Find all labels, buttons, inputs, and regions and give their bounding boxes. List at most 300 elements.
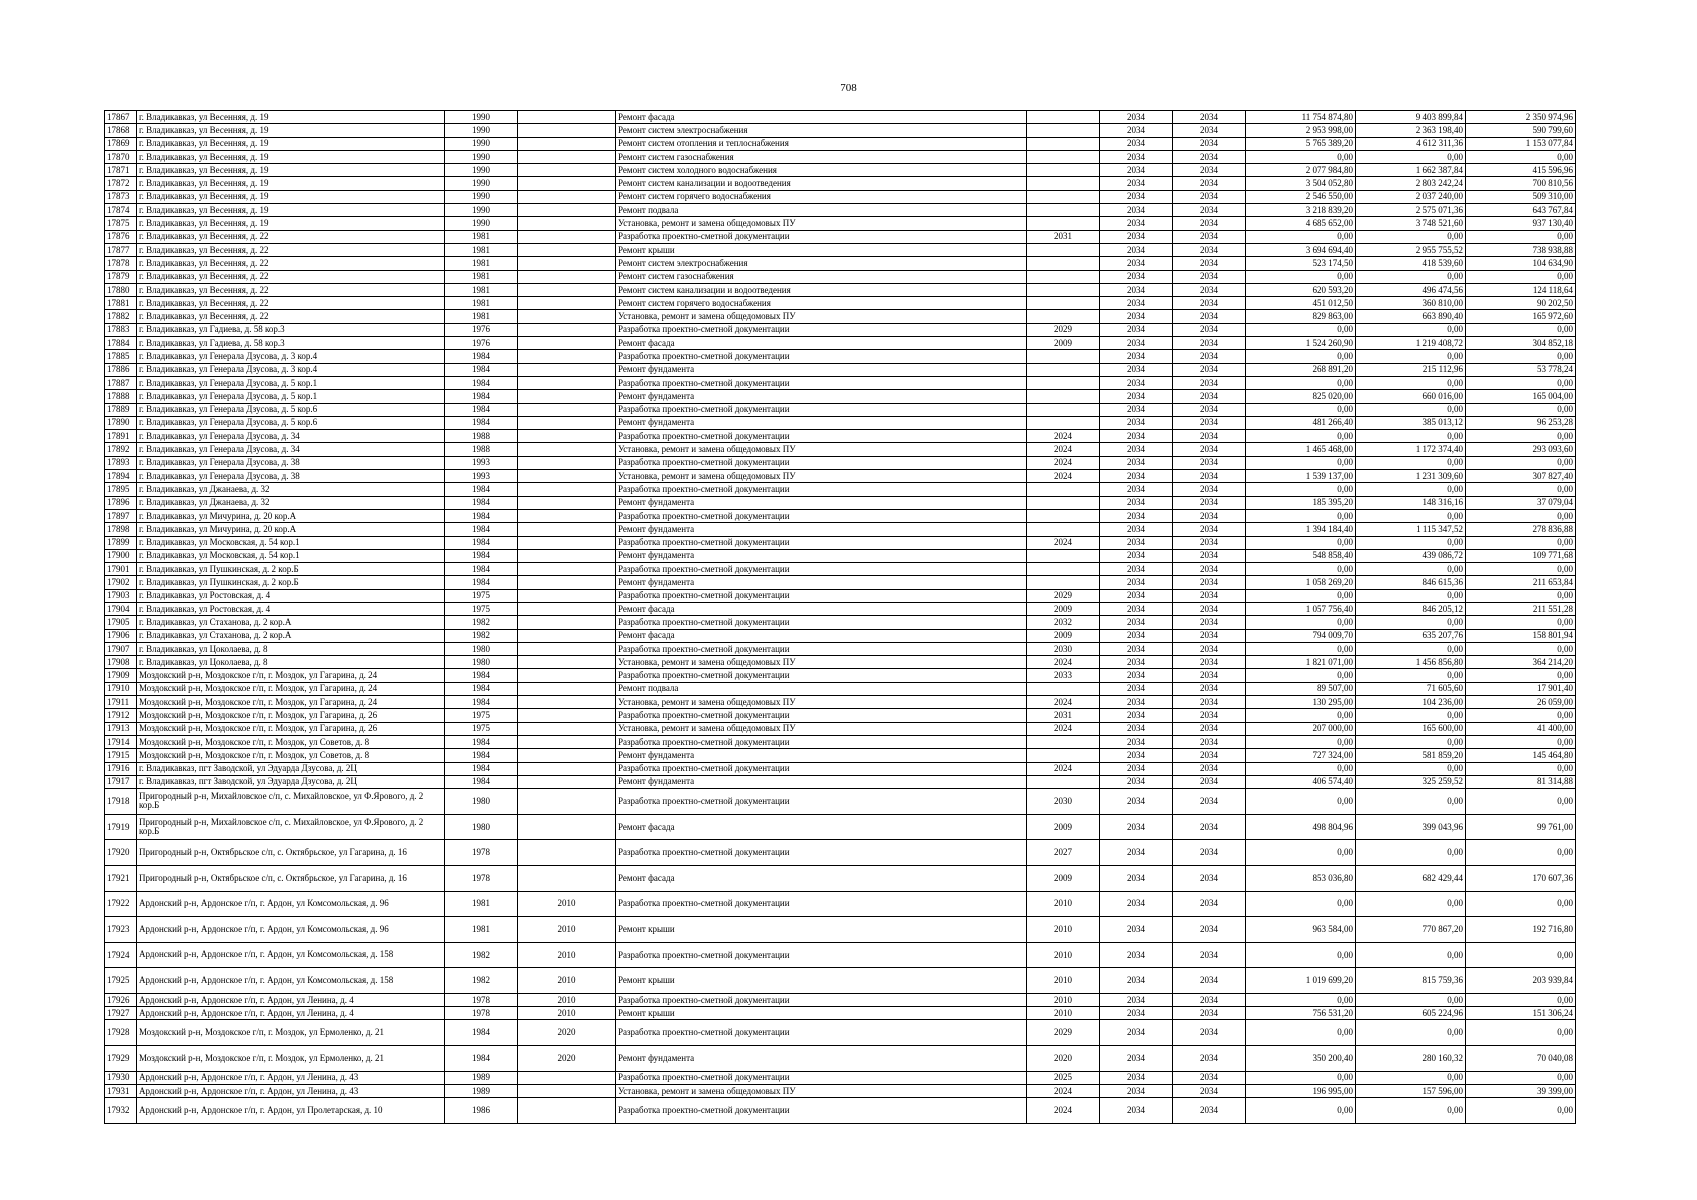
cell-cost-part-a: 0,00: [1356, 735, 1466, 748]
cell-period-start: 2034: [1100, 124, 1173, 137]
cell-work-type: Ремонт фундамента: [616, 390, 1027, 403]
cell-work-type: Установка, ремонт и замена общедомовых ПУ: [616, 310, 1027, 323]
cell-work-type: Ремонт систем электроснабжения: [616, 257, 1027, 270]
cell-address: г. Владикавказ, ул Весенняя, д. 22: [137, 257, 445, 270]
cell-address: г. Владикавказ, ул Весенняя, д. 19: [137, 177, 445, 190]
cell-build-year: 1984: [445, 1020, 518, 1046]
cell-cost-part-a: 0,00: [1356, 403, 1466, 416]
cell-work-type: Разработка проектно-сметной документации: [616, 536, 1027, 549]
table-row: [105, 403, 1576, 416]
table-row: [105, 496, 1576, 509]
cell-plan-year: [1027, 270, 1100, 283]
cell-total-cost: 451 012,50: [1246, 297, 1356, 310]
cell-work-type: Ремонт систем электроснабжения: [616, 124, 1027, 137]
cell-build-year: 1982: [445, 942, 518, 968]
cell-period-start: 2034: [1100, 456, 1173, 469]
cell-cost-part-b: 53 778,24: [1466, 363, 1576, 376]
table-row: [105, 111, 1576, 124]
cell-period-end: 2034: [1173, 840, 1246, 866]
cell-work-type: Установка, ремонт и замена общедомовых ПУ: [616, 1084, 1027, 1097]
cell-last-repair-year: [518, 722, 616, 735]
cell-cost-part-b: 278 836,88: [1466, 523, 1576, 536]
cell-work-type: Установка, ремонт и замена общедомовых ПУ: [616, 722, 1027, 735]
cell-last-repair-year: [518, 177, 616, 190]
cell-cost-part-a: 682 429,44: [1356, 865, 1466, 891]
cell-total-cost: 11 754 874,80: [1246, 111, 1356, 124]
cell-last-repair-year: [518, 376, 616, 389]
cell-period-start: 2034: [1100, 696, 1173, 709]
cell-period-end: 2034: [1173, 682, 1246, 695]
cell-cost-part-b: 0,00: [1466, 563, 1576, 576]
table-row: [105, 443, 1576, 456]
cell-number: 17921: [105, 865, 137, 891]
cell-number: 17904: [105, 602, 137, 615]
cell-number: 17872: [105, 177, 137, 190]
cell-period-end: 2034: [1173, 337, 1246, 350]
cell-cost-part-a: 605 224,96: [1356, 1007, 1466, 1020]
cell-total-cost: 548 858,40: [1246, 549, 1356, 562]
cell-period-end: 2034: [1173, 629, 1246, 642]
table-row: [105, 789, 1576, 815]
cell-period-end: 2034: [1173, 403, 1246, 416]
cell-cost-part-b: 99 761,00: [1466, 814, 1576, 840]
cell-build-year: 1990: [445, 111, 518, 124]
cell-plan-year: 2031: [1027, 230, 1100, 243]
cell-work-type: Ремонт фасада: [616, 111, 1027, 124]
cell-period-end: 2034: [1173, 749, 1246, 762]
cell-cost-part-a: 157 596,00: [1356, 1084, 1466, 1097]
cell-last-repair-year: 2020: [518, 1020, 616, 1046]
cell-cost-part-a: 1 662 387,84: [1356, 164, 1466, 177]
cell-build-year: 1988: [445, 430, 518, 443]
cell-number: 17900: [105, 549, 137, 562]
cell-build-year: 1984: [445, 390, 518, 403]
cell-plan-year: [1027, 496, 1100, 509]
cell-address: Ардонский р-н, Ардонское г/п, г. Ардон, ул Ленина, д. 4: [137, 993, 445, 1006]
cell-period-end: 2034: [1173, 1071, 1246, 1084]
cell-period-start: 2034: [1100, 669, 1173, 682]
cell-total-cost: 0,00: [1246, 270, 1356, 283]
cell-number: 17913: [105, 722, 137, 735]
cell-number: 17874: [105, 204, 137, 217]
table-row: [105, 814, 1576, 840]
cell-last-repair-year: [518, 762, 616, 775]
cell-period-start: 2034: [1100, 190, 1173, 203]
cell-last-repair-year: [518, 616, 616, 629]
cell-cost-part-a: 0,00: [1356, 709, 1466, 722]
cell-build-year: 1975: [445, 589, 518, 602]
cell-total-cost: 727 324,00: [1246, 749, 1356, 762]
cell-cost-part-a: 1 172 374,40: [1356, 443, 1466, 456]
cell-cost-part-b: 70 040,08: [1466, 1046, 1576, 1072]
cell-period-end: 2034: [1173, 164, 1246, 177]
cell-plan-year: [1027, 243, 1100, 256]
cell-period-start: 2034: [1100, 576, 1173, 589]
cell-total-cost: 1 465 468,00: [1246, 443, 1356, 456]
cell-total-cost: 406 574,40: [1246, 775, 1356, 788]
table-row: [105, 150, 1576, 163]
cell-address: Пригородный р-н, Михайловское с/п, с. Михайловское, ул Ф.Ярового, д. 2 кор.Б: [137, 789, 445, 815]
cell-plan-year: [1027, 350, 1100, 363]
cell-number: 17876: [105, 230, 137, 243]
cell-total-cost: 620 593,20: [1246, 283, 1356, 296]
cell-work-type: Ремонт крыши: [616, 243, 1027, 256]
cell-cost-part-a: 846 615,36: [1356, 576, 1466, 589]
cell-cost-part-a: 385 013,12: [1356, 416, 1466, 429]
cell-plan-year: [1027, 416, 1100, 429]
cell-last-repair-year: [518, 243, 616, 256]
cell-last-repair-year: [518, 814, 616, 840]
cell-total-cost: 196 995,00: [1246, 1084, 1356, 1097]
cell-period-end: 2034: [1173, 217, 1246, 230]
cell-number: 17869: [105, 137, 137, 150]
cell-period-start: 2034: [1100, 749, 1173, 762]
cell-work-type: Ремонт фундамента: [616, 749, 1027, 762]
cell-plan-year: [1027, 283, 1100, 296]
cell-cost-part-b: 0,00: [1466, 150, 1576, 163]
cell-last-repair-year: [518, 682, 616, 695]
cell-cost-part-b: 0,00: [1466, 350, 1576, 363]
cell-total-cost: 1 524 260,90: [1246, 337, 1356, 350]
cell-cost-part-a: 0,00: [1356, 616, 1466, 629]
cell-number: 17893: [105, 456, 137, 469]
cell-last-repair-year: [518, 150, 616, 163]
cell-last-repair-year: [518, 840, 616, 866]
cell-build-year: 1984: [445, 363, 518, 376]
cell-cost-part-b: 158 801,94: [1466, 629, 1576, 642]
cell-address: г. Владикавказ, ул Ростовская, д. 4: [137, 589, 445, 602]
cell-period-start: 2034: [1100, 1098, 1173, 1124]
cell-total-cost: 0,00: [1246, 789, 1356, 815]
cell-period-start: 2034: [1100, 602, 1173, 615]
table-row: [105, 310, 1576, 323]
cell-cost-part-b: 738 938,88: [1466, 243, 1576, 256]
cell-number: 17931: [105, 1084, 137, 1097]
cell-work-type: Ремонт фундамента: [616, 363, 1027, 376]
cell-cost-part-b: 81 314,88: [1466, 775, 1576, 788]
cell-plan-year: 2009: [1027, 865, 1100, 891]
cell-total-cost: 3 694 694,40: [1246, 243, 1356, 256]
cell-cost-part-b: 90 202,50: [1466, 297, 1576, 310]
cell-address: г. Владикавказ, ул Весенняя, д. 19: [137, 164, 445, 177]
cell-cost-part-b: 96 253,28: [1466, 416, 1576, 429]
cell-work-type: Ремонт подвала: [616, 682, 1027, 695]
cell-number: 17888: [105, 390, 137, 403]
cell-last-repair-year: [518, 1071, 616, 1084]
table-row: [105, 1071, 1576, 1084]
cell-address: г. Владикавказ, ул Генерала Дзусова, д. 5 кор.1: [137, 390, 445, 403]
cell-work-type: Разработка проектно-сметной документации: [616, 789, 1027, 815]
cell-cost-part-a: 0,00: [1356, 762, 1466, 775]
cell-cost-part-b: 192 716,80: [1466, 917, 1576, 943]
cell-number: 17926: [105, 993, 137, 1006]
cell-work-type: Разработка проектно-сметной документации: [616, 1071, 1027, 1084]
cell-period-start: 2034: [1100, 257, 1173, 270]
cell-total-cost: 130 295,00: [1246, 696, 1356, 709]
cell-period-end: 2034: [1173, 1020, 1246, 1046]
cell-work-type: Разработка проектно-сметной документации: [616, 1020, 1027, 1046]
cell-cost-part-a: 0,00: [1356, 669, 1466, 682]
cell-number: 17905: [105, 616, 137, 629]
cell-last-repair-year: [518, 629, 616, 642]
cell-build-year: 1990: [445, 217, 518, 230]
cell-total-cost: 0,00: [1246, 350, 1356, 363]
cell-period-start: 2034: [1100, 616, 1173, 629]
cell-build-year: 1984: [445, 1046, 518, 1072]
cell-plan-year: 2009: [1027, 337, 1100, 350]
cell-address: Моздокский р-н, Моздокское г/п, г. Моздок, ул Советов, д. 8: [137, 749, 445, 762]
cell-address: г. Владикавказ, ул Весенняя, д. 22: [137, 297, 445, 310]
table-row: [105, 350, 1576, 363]
cell-last-repair-year: [518, 363, 616, 376]
cell-last-repair-year: 2010: [518, 1007, 616, 1020]
cell-period-end: 2034: [1173, 390, 1246, 403]
cell-last-repair-year: [518, 310, 616, 323]
cell-build-year: 1993: [445, 456, 518, 469]
cell-work-type: Ремонт фундамента: [616, 416, 1027, 429]
cell-cost-part-a: 4 612 311,36: [1356, 137, 1466, 150]
cell-period-end: 2034: [1173, 323, 1246, 336]
cell-period-end: 2034: [1173, 310, 1246, 323]
cell-address: г. Владикавказ, пгт Заводской, ул Эдуарда Дзусова, д. 2Ц: [137, 775, 445, 788]
cell-work-type: Разработка проектно-сметной документации: [616, 350, 1027, 363]
cell-build-year: 1984: [445, 563, 518, 576]
cell-period-start: 2034: [1100, 217, 1173, 230]
cell-plan-year: [1027, 310, 1100, 323]
cell-total-cost: 0,00: [1246, 616, 1356, 629]
cell-period-end: 2034: [1173, 917, 1246, 943]
cell-number: 17920: [105, 840, 137, 866]
cell-period-end: 2034: [1173, 283, 1246, 296]
cell-work-type: Разработка проектно-сметной документации: [616, 376, 1027, 389]
cell-plan-year: [1027, 549, 1100, 562]
cell-address: г. Владикавказ, ул Пушкинская, д. 2 кор.Б: [137, 576, 445, 589]
cell-total-cost: 1 394 184,40: [1246, 523, 1356, 536]
cell-plan-year: 2010: [1027, 993, 1100, 1006]
cell-period-end: 2034: [1173, 536, 1246, 549]
table-row: [105, 669, 1576, 682]
table-row: [105, 390, 1576, 403]
cell-period-start: 2034: [1100, 230, 1173, 243]
cell-period-start: 2034: [1100, 589, 1173, 602]
cell-last-repair-year: [518, 709, 616, 722]
cell-plan-year: 2029: [1027, 1020, 1100, 1046]
cell-plan-year: [1027, 749, 1100, 762]
cell-build-year: 1978: [445, 840, 518, 866]
cell-build-year: 1978: [445, 1007, 518, 1020]
table-row: [105, 616, 1576, 629]
table-row: [105, 682, 1576, 695]
cell-address: г. Владикавказ, ул Весенняя, д. 22: [137, 310, 445, 323]
cell-period-end: 2034: [1173, 523, 1246, 536]
cell-period-start: 2034: [1100, 549, 1173, 562]
cell-cost-part-a: 663 890,40: [1356, 310, 1466, 323]
cell-plan-year: 2024: [1027, 762, 1100, 775]
table-row: [105, 230, 1576, 243]
cell-cost-part-b: 0,00: [1466, 483, 1576, 496]
cell-period-end: 2034: [1173, 204, 1246, 217]
page-number: 708: [840, 82, 857, 94]
cell-address: г. Владикавказ, ул Весенняя, д. 22: [137, 230, 445, 243]
cell-period-end: 2034: [1173, 762, 1246, 775]
cell-number: 17902: [105, 576, 137, 589]
cell-last-repair-year: 2010: [518, 968, 616, 994]
cell-cost-part-a: 1 115 347,52: [1356, 523, 1466, 536]
cell-address: Моздокский р-н, Моздокское г/п, г. Моздок, ул Советов, д. 8: [137, 735, 445, 748]
cell-number: 17929: [105, 1046, 137, 1072]
cell-total-cost: 0,00: [1246, 642, 1356, 655]
table-row: [105, 840, 1576, 866]
cell-period-start: 2034: [1100, 111, 1173, 124]
cell-work-type: Ремонт фундамента: [616, 775, 1027, 788]
cell-last-repair-year: [518, 656, 616, 669]
cell-build-year: 1980: [445, 642, 518, 655]
cell-address: г. Владикавказ, ул Генерала Дзусова, д. 38: [137, 470, 445, 483]
cell-cost-part-b: 304 852,18: [1466, 337, 1576, 350]
cell-total-cost: 0,00: [1246, 709, 1356, 722]
cell-plan-year: 2010: [1027, 891, 1100, 917]
cell-period-end: 2034: [1173, 722, 1246, 735]
cell-total-cost: 4 685 652,00: [1246, 217, 1356, 230]
cell-cost-part-b: 0,00: [1466, 789, 1576, 815]
cell-work-type: Разработка проектно-сметной документации: [616, 669, 1027, 682]
cell-last-repair-year: [518, 470, 616, 483]
table-row: [105, 549, 1576, 562]
cell-plan-year: [1027, 204, 1100, 217]
cell-build-year: 1981: [445, 891, 518, 917]
cell-build-year: 1978: [445, 865, 518, 891]
cell-last-repair-year: [518, 217, 616, 230]
table-row: [105, 602, 1576, 615]
cell-work-type: Установка, ремонт и замена общедомовых ПУ: [616, 217, 1027, 230]
cell-last-repair-year: [518, 137, 616, 150]
cell-address: Ардонский р-н, Ардонское г/п, г. Ардон, ул Комсомольская, д. 96: [137, 917, 445, 943]
cell-period-end: 2034: [1173, 602, 1246, 615]
cell-work-type: Ремонт систем холодного водоснабжения: [616, 164, 1027, 177]
cell-period-start: 2034: [1100, 536, 1173, 549]
cell-total-cost: 1 019 699,20: [1246, 968, 1356, 994]
cell-address: Моздокский р-н, Моздокское г/п, г. Моздок, ул Ермоленко, д. 21: [137, 1020, 445, 1046]
cell-period-end: 2034: [1173, 1046, 1246, 1072]
cell-address: г. Владикавказ, ул Весенняя, д. 22: [137, 283, 445, 296]
cell-work-type: Разработка проектно-сметной документации: [616, 509, 1027, 522]
cell-total-cost: 0,00: [1246, 230, 1356, 243]
cell-last-repair-year: [518, 483, 616, 496]
cell-number: 17887: [105, 376, 137, 389]
cell-plan-year: [1027, 483, 1100, 496]
cell-cost-part-b: 0,00: [1466, 536, 1576, 549]
table-row: [105, 243, 1576, 256]
cell-work-type: Разработка проектно-сметной документации: [616, 642, 1027, 655]
cell-period-start: 2034: [1100, 177, 1173, 190]
table-row: [105, 363, 1576, 376]
cell-period-end: 2034: [1173, 789, 1246, 815]
cell-plan-year: 2020: [1027, 1046, 1100, 1072]
table-row: [105, 190, 1576, 203]
cell-period-end: 2034: [1173, 509, 1246, 522]
cell-cost-part-a: 2 363 198,40: [1356, 124, 1466, 137]
table-row: [105, 968, 1576, 994]
cell-period-start: 2034: [1100, 150, 1173, 163]
cell-period-start: 2034: [1100, 297, 1173, 310]
cell-cost-part-a: 0,00: [1356, 1098, 1466, 1124]
cell-plan-year: 2024: [1027, 656, 1100, 669]
cell-cost-part-b: 0,00: [1466, 509, 1576, 522]
cell-cost-part-b: 124 118,64: [1466, 283, 1576, 296]
cell-number: 17877: [105, 243, 137, 256]
cell-total-cost: 0,00: [1246, 536, 1356, 549]
table-row: [105, 1098, 1576, 1124]
cell-build-year: 1990: [445, 164, 518, 177]
cell-work-type: Ремонт фундамента: [616, 549, 1027, 562]
cell-cost-part-b: 364 214,20: [1466, 656, 1576, 669]
cell-number: 17914: [105, 735, 137, 748]
cell-period-start: 2034: [1100, 682, 1173, 695]
cell-cost-part-b: 0,00: [1466, 642, 1576, 655]
cell-period-start: 2034: [1100, 403, 1173, 416]
cell-cost-part-a: 0,00: [1356, 563, 1466, 576]
cell-cost-part-a: 325 259,52: [1356, 775, 1466, 788]
cell-total-cost: 0,00: [1246, 456, 1356, 469]
cell-cost-part-a: 1 219 408,72: [1356, 337, 1466, 350]
cell-work-type: Ремонт фундамента: [616, 1046, 1027, 1072]
cell-number: 17909: [105, 669, 137, 682]
table-row: [105, 297, 1576, 310]
cell-address: Ардонский р-н, Ардонское г/п, г. Ардон, ул Комсомольская, д. 158: [137, 968, 445, 994]
cell-period-start: 2034: [1100, 470, 1173, 483]
cell-number: 17907: [105, 642, 137, 655]
cell-period-end: 2034: [1173, 297, 1246, 310]
cell-work-type: Разработка проектно-сметной документации: [616, 403, 1027, 416]
cell-work-type: Разработка проектно-сметной документации: [616, 840, 1027, 866]
cell-last-repair-year: [518, 204, 616, 217]
cell-cost-part-b: 700 810,56: [1466, 177, 1576, 190]
cell-plan-year: [1027, 190, 1100, 203]
cell-build-year: 1990: [445, 177, 518, 190]
cell-plan-year: 2024: [1027, 430, 1100, 443]
cell-number: 17894: [105, 470, 137, 483]
cell-work-type: Ремонт систем горячего водоснабжения: [616, 190, 1027, 203]
table-row: [105, 1007, 1576, 1020]
cell-plan-year: [1027, 111, 1100, 124]
cell-last-repair-year: [518, 416, 616, 429]
cell-cost-part-b: 211 551,28: [1466, 602, 1576, 615]
cell-period-start: 2034: [1100, 968, 1173, 994]
cell-last-repair-year: [518, 456, 616, 469]
cell-total-cost: 1 821 071,00: [1246, 656, 1356, 669]
cell-number: 17873: [105, 190, 137, 203]
cell-period-end: 2034: [1173, 709, 1246, 722]
table-row: [105, 762, 1576, 775]
cell-period-start: 2034: [1100, 483, 1173, 496]
cell-period-start: 2034: [1100, 310, 1173, 323]
cell-number: 17906: [105, 629, 137, 642]
table-row: [105, 270, 1576, 283]
cell-number: 17903: [105, 589, 137, 602]
cell-period-end: 2034: [1173, 735, 1246, 748]
cell-cost-part-a: 660 016,00: [1356, 390, 1466, 403]
cell-build-year: 1981: [445, 283, 518, 296]
cell-last-repair-year: 2010: [518, 942, 616, 968]
cell-cost-part-a: 0,00: [1356, 589, 1466, 602]
cell-cost-part-a: 846 205,12: [1356, 602, 1466, 615]
cell-cost-part-b: 0,00: [1466, 709, 1576, 722]
cell-number: 17910: [105, 682, 137, 695]
cell-cost-part-b: 590 799,60: [1466, 124, 1576, 137]
cell-build-year: 1984: [445, 496, 518, 509]
cell-last-repair-year: [518, 602, 616, 615]
cell-cost-part-b: 0,00: [1466, 1098, 1576, 1124]
